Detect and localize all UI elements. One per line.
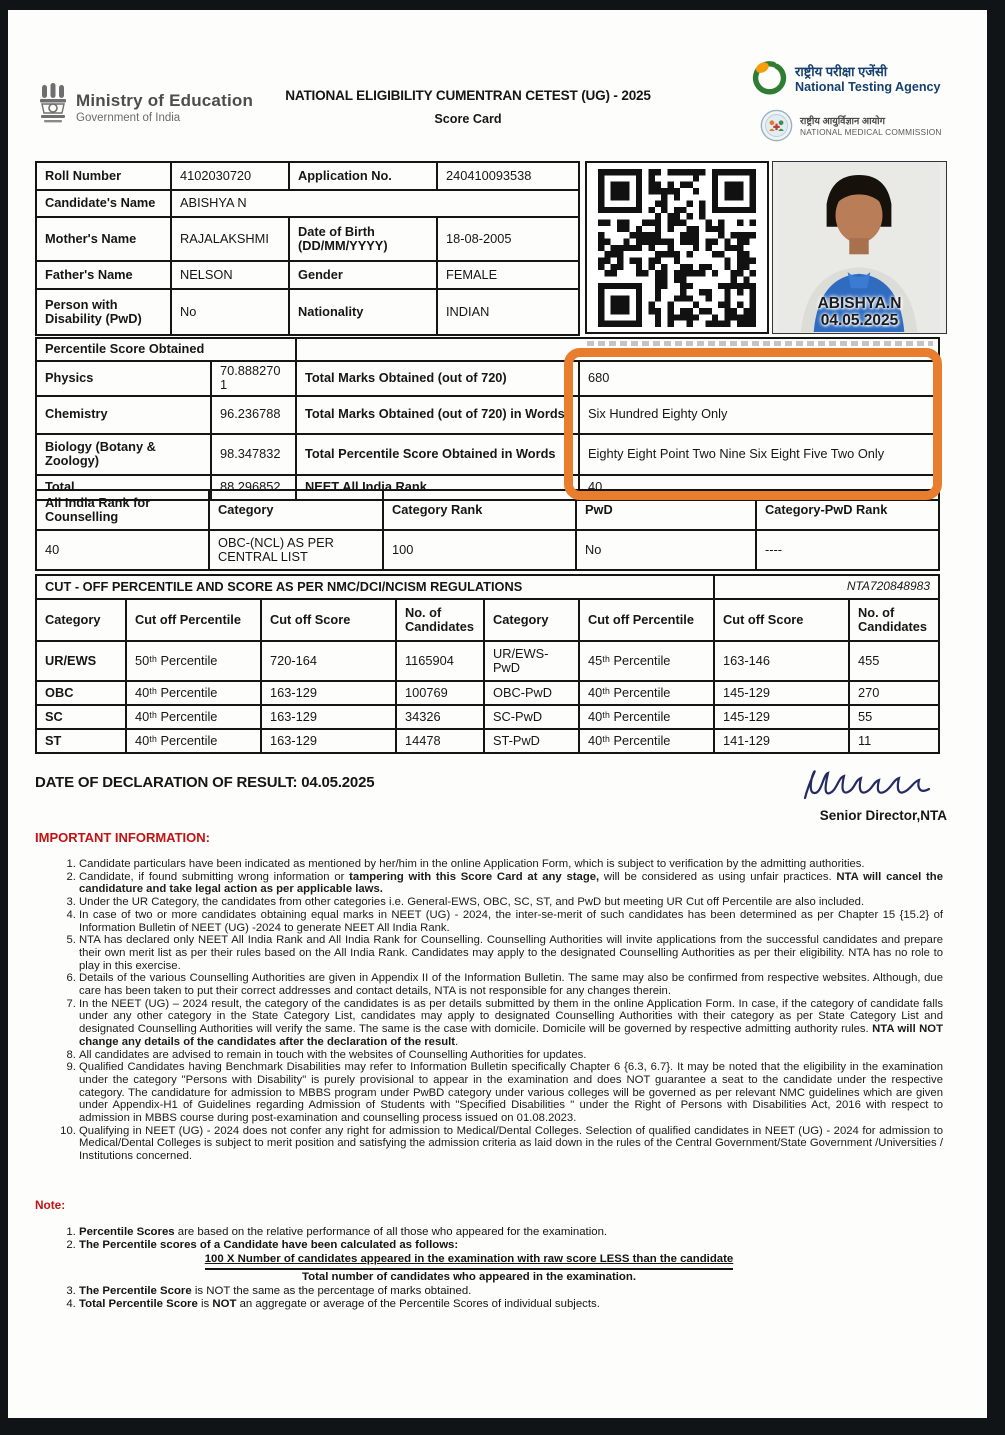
important-information-section bbox=[35, 830, 943, 1163]
nmc-logo-icon bbox=[760, 109, 793, 142]
list-item-text: All candidates are advised to remain in touch with the websites of Counselling Authorities for updates. bbox=[79, 1048, 587, 1061]
cutoff-cell: 163-129 bbox=[261, 705, 396, 729]
cutoff-cell: 145-129 bbox=[714, 705, 849, 729]
candidate-name-value: ABISHYA N bbox=[171, 190, 579, 217]
father-name-label: Father's Name bbox=[36, 261, 171, 289]
table-row bbox=[36, 361, 939, 396]
list-item bbox=[79, 1298, 943, 1311]
cutoff-cell: UR/EWS-PwD bbox=[484, 641, 579, 681]
pwd-col-value: No bbox=[576, 530, 756, 570]
chemistry-score: 96.236788 bbox=[211, 396, 296, 434]
counselling-table bbox=[35, 489, 940, 571]
qr-code bbox=[585, 161, 769, 334]
table-row bbox=[36, 434, 939, 475]
table-row bbox=[36, 396, 939, 434]
percentile-section-label: Percentile Score Obtained bbox=[36, 338, 296, 361]
agency-logos bbox=[752, 60, 948, 142]
table-row bbox=[36, 641, 939, 681]
cutoff-cell: OBC bbox=[36, 681, 126, 705]
cutoff-cell: 720-164 bbox=[261, 641, 396, 681]
cutoff-header: Cut off Score bbox=[261, 599, 396, 641]
category-value: OBC-(NCL) AS PER CENTRAL LIST bbox=[209, 530, 383, 570]
cutoff-table bbox=[35, 574, 940, 754]
formula-numerator: 100 X Number of candidates appeared in the examination with raw score LESS than the candidate bbox=[205, 1253, 734, 1269]
cutoff-cell: 40ᵗʰ Percentile bbox=[579, 705, 714, 729]
candidate-photo bbox=[772, 161, 947, 334]
cutoff-cell: 100769 bbox=[396, 681, 484, 705]
category-pwd-rank-value: ---- bbox=[756, 530, 939, 570]
list-item bbox=[79, 1125, 943, 1163]
list-item bbox=[79, 896, 943, 909]
cutoff-cell: 145-129 bbox=[714, 681, 849, 705]
list-item-text: In the NEET (UG) – 2024 result, the category of the candidates is as per details submitted by them in the online Application Form. In case, if the category of candidate falls under any other category in the State Category List, candidates may apply to designated Counselling Authorities with their category as per State Category List and designated Counselling Authorities will verify the same. The same is the case with domicile. Domicile will be governed by respective admitting authority rules. NTA will NOT change any details of the candidates after the declaration of the result. bbox=[79, 997, 943, 1048]
list-item bbox=[79, 1285, 943, 1298]
document-title: NATIONAL ELIGIBILITY CUMENTRAN CETEST (UG) - 2025 bbox=[285, 88, 651, 103]
list-item bbox=[79, 1239, 943, 1284]
cutoff-cell: SC bbox=[36, 705, 126, 729]
cutoff-header: Cut off Percentile bbox=[579, 599, 714, 641]
list-item bbox=[79, 871, 943, 896]
biology-label: Biology (Botany & Zoology) bbox=[36, 434, 211, 475]
cutoff-cell: 55 bbox=[849, 705, 939, 729]
total-score: 88.296852 bbox=[211, 475, 296, 500]
nta-name-hindi: राष्ट्रीय परीक्षा एजेंसी bbox=[795, 64, 888, 79]
table-row bbox=[36, 490, 939, 530]
roll-number-label: Roll Number bbox=[36, 162, 171, 190]
signature-block bbox=[797, 762, 947, 823]
total-marks-label: Total Marks Obtained (out of 720) bbox=[296, 361, 579, 396]
pwd-label: Person with Disability (PwD) bbox=[36, 289, 171, 335]
identity-section bbox=[35, 161, 947, 334]
air-counselling-value: 40 bbox=[36, 530, 209, 570]
ministry-subtitle: Government of India bbox=[76, 111, 181, 124]
list-item bbox=[79, 858, 943, 871]
application-no-label: Application No. bbox=[289, 162, 437, 190]
table-row bbox=[36, 289, 579, 335]
document-title-block bbox=[248, 88, 688, 126]
cutoff-cell: 270 bbox=[849, 681, 939, 705]
list-item-text: Details of the various Counselling Authorities are given in Appendix II of the Information Bulletin. The same may also be confirmed from respective websites. Although, due care has been taken to put their correct addresses and contact details, NTA is not responsible for any changes therein. bbox=[79, 972, 943, 998]
document-subtitle: Score Card bbox=[434, 112, 502, 126]
chemistry-label: Chemistry bbox=[36, 396, 211, 434]
cutoff-cell: 163-129 bbox=[261, 681, 396, 705]
cutoff-cell: ST-PwD bbox=[484, 729, 579, 753]
list-item-text: Under the UR Category, the candidates from other categories i.e. General-EWS, OBC, SC, ST, and PwD but meeting UR Cut off Percentile are also included. bbox=[79, 896, 865, 909]
signature-icon bbox=[797, 762, 947, 806]
list-item-text: Candidate particulars have been indicated as mentioned by her/him in the online Application Form, which is subject to verification by the admitting authorities. bbox=[79, 858, 865, 870]
photo-name: ABISHYA.N bbox=[817, 294, 902, 312]
gender-value: FEMALE bbox=[437, 261, 579, 289]
important-information-heading: IMPORTANT INFORMATION: bbox=[35, 830, 210, 845]
cutoff-header: No. of Candidates bbox=[396, 599, 484, 641]
candidate-details-table bbox=[35, 161, 580, 336]
dob-label: Date of Birth (DD/MM/YYYY) bbox=[289, 217, 437, 261]
nmc-block bbox=[760, 109, 948, 142]
cutoff-title: CUT - OFF PERCENTILE AND SCORE AS PER NMC/DCI/NCISM REGULATIONS bbox=[36, 575, 714, 599]
signatory-title: Senior Director,NTA bbox=[819, 808, 947, 823]
category-pwd-rank-label: Category-PwD Rank bbox=[756, 490, 939, 530]
list-item bbox=[79, 909, 943, 934]
cutoff-cell: 163-129 bbox=[261, 729, 396, 753]
nta-text bbox=[795, 62, 941, 94]
cutoff-header: Cut off Percentile bbox=[126, 599, 261, 641]
cutoff-header: Cut off Score bbox=[714, 599, 849, 641]
table-row bbox=[36, 261, 579, 289]
scorecard-page bbox=[8, 10, 987, 1418]
cutoff-cell: 141-129 bbox=[714, 729, 849, 753]
cutoff-cell: 455 bbox=[849, 641, 939, 681]
ministry-title: Ministry of Education bbox=[76, 90, 254, 110]
cutoff-cell: ST bbox=[36, 729, 126, 753]
cutoff-cell: OBC-PwD bbox=[484, 681, 579, 705]
ministry-text bbox=[76, 91, 253, 124]
table-row bbox=[36, 162, 579, 190]
physics-score: 70.8882701 bbox=[211, 361, 296, 396]
cutoff-header: Category bbox=[36, 599, 126, 641]
nationality-label: Nationality bbox=[289, 289, 437, 335]
table-row bbox=[36, 729, 939, 753]
category-rank-label: Category Rank bbox=[383, 490, 576, 530]
list-item-text: The Percentile scores of a Candidate have been calculated as follows: bbox=[79, 1239, 459, 1252]
total-label: Total bbox=[36, 475, 211, 500]
biology-score: 98.347832 bbox=[211, 434, 296, 475]
total-marks-words-label: Total Marks Obtained (out of 720) in Words bbox=[296, 396, 579, 434]
gender-label: Gender bbox=[289, 261, 437, 289]
physics-label: Physics bbox=[36, 361, 211, 396]
formula-denominator: Total number of candidates who appeared in the examination. bbox=[302, 1270, 636, 1283]
cutoff-cell: 14478 bbox=[396, 729, 484, 753]
list-item-text: Qualified Candidates having Benchmark Disabilities may refer to Information Bulletin specifically Chapter 6 {6.3, 6.7}. It may be noted that the eligibility in the examination under the category "Persons with Disability" is purely provisional to appear in the examination and does NOT guarantee a seat to the candidate under the respective category. The candidature for admission to MBBS program under PwBD category under various colleges will be governed as per relevant NMC guidelines which are given under Appendix-H1 of Guidelines regarding Admission of Students with "Specified Disabilities " under the Right of Persons with Disabilities Act, 2016 with respect to admission in MBBS course during post-examination and counselling process issued on 01.08.2023. bbox=[79, 1061, 943, 1125]
list-item-text: Percentile Scores are based on the relative performance of all those who appeared for the examination. bbox=[79, 1226, 608, 1238]
total-marks-value: 680 bbox=[579, 361, 939, 396]
list-item-text: In case of two or more candidates obtaining equal marks in NEET (UG) - 2024, the inter-se-merit of such candidates has been determined as per Chapter 15 {15.2} of Information Bulletin of NEET (UG) -2024 to generate NEET All India Rank. bbox=[79, 908, 943, 934]
list-item bbox=[79, 1061, 943, 1125]
father-name-value: NELSON bbox=[171, 261, 289, 289]
air-label: NEET All India Rank bbox=[296, 475, 579, 500]
list-item bbox=[79, 934, 943, 972]
important-information-list bbox=[35, 858, 943, 1163]
nta-name-english: National Testing Agency bbox=[795, 80, 941, 94]
list-item bbox=[79, 1226, 943, 1239]
percentile-header-empty bbox=[296, 338, 939, 361]
cutoff-cell: 45ᵗʰ Percentile bbox=[579, 641, 714, 681]
pwd-col-label: PwD bbox=[576, 490, 756, 530]
note-heading: Note: bbox=[35, 1198, 66, 1212]
mother-name-label: Mother's Name bbox=[36, 217, 171, 261]
list-item bbox=[79, 1049, 943, 1062]
application-no-value: 240410093538 bbox=[437, 162, 579, 190]
cutoff-cell: 34326 bbox=[396, 705, 484, 729]
category-label: Category bbox=[209, 490, 383, 530]
cutoff-cell: 40ᵗʰ Percentile bbox=[579, 729, 714, 753]
table-row bbox=[36, 190, 579, 217]
table-row bbox=[36, 575, 939, 599]
air-value: 40 bbox=[579, 475, 939, 500]
pwd-value: No bbox=[171, 289, 289, 335]
cutoff-cell: 40ᵗʰ Percentile bbox=[126, 681, 261, 705]
photo-date: 04.05.2025 bbox=[820, 311, 899, 329]
total-marks-words-value: Six Hundred Eighty Only bbox=[579, 396, 939, 434]
air-counselling-label: All India Rank for Counselling bbox=[36, 490, 209, 530]
cutoff-cell: 40ᵗʰ Percentile bbox=[126, 705, 261, 729]
candidate-name-label: Candidate's Name bbox=[36, 190, 171, 217]
declaration-date: DATE OF DECLARATION OF RESULT: 04.05.2025 bbox=[35, 774, 375, 791]
table-row bbox=[36, 338, 939, 361]
mother-name-value: RAJALAKSHMI bbox=[171, 217, 289, 261]
percentile-table bbox=[35, 337, 940, 501]
list-item-text: Qualifying in NEET (UG) - 2024 does not confer any right for admission to Medical/Dental Colleges. Selection of qualified candidates in NEET (UG) - 2024 for admission to Medical/Dental Colleges is subject to merit position and satisfying the admission criteria as laid down in the rules of the Central Government/State Government /Universities / Institutions concerned. bbox=[79, 1124, 943, 1163]
cutoff-cell: 11 bbox=[849, 729, 939, 753]
total-percentile-words-label: Total Percentile Score Obtained in Words bbox=[296, 434, 579, 475]
table-row bbox=[36, 599, 939, 641]
photo-caption bbox=[773, 295, 946, 329]
list-item-text: Total Percentile Score is NOT an aggregate or average of the Percentile Scores of individual subjects. bbox=[79, 1298, 600, 1311]
india-emblem-icon bbox=[38, 82, 68, 132]
note-list bbox=[35, 1226, 943, 1311]
dob-value: 18-08-2005 bbox=[437, 217, 579, 261]
table-row bbox=[36, 530, 939, 570]
roll-number-value: 4102030720 bbox=[171, 162, 289, 190]
cutoff-cell: SC-PwD bbox=[484, 705, 579, 729]
table-row bbox=[36, 681, 939, 705]
nta-logo-icon bbox=[752, 60, 788, 96]
percentile-formula bbox=[169, 1253, 769, 1283]
nmc-text bbox=[800, 114, 942, 137]
cutoff-cell: 40ᵗʰ Percentile bbox=[126, 729, 261, 753]
cutoff-header: No. of Candidates bbox=[849, 599, 939, 641]
table-row bbox=[36, 705, 939, 729]
cutoff-cell: 50ᵗʰ Percentile bbox=[126, 641, 261, 681]
list-item-text: NTA has declared only NEET All India Rank and All India Rank for Counselling. Counselling Authorities will invite applications from the successful candidates and prepare their own merit list as per their rules based on the All India Rank. Candidates may apply to the designated Counselling Authorities as per their eligibility. NTA has no role to play in this exercise. bbox=[79, 934, 943, 972]
ministry-block bbox=[38, 82, 253, 132]
cutoff-cell: UR/EWS bbox=[36, 641, 126, 681]
note-section bbox=[35, 1198, 943, 1311]
list-item bbox=[79, 972, 943, 997]
cutoff-cell: 163-146 bbox=[714, 641, 849, 681]
reference-number: NTA720848983 bbox=[714, 575, 939, 599]
list-item-text: Candidate, if found submitting wrong information or tampering with this Score Card at any stage, will be considered as using unfair practices. NTA will cancel the candidature and take legal action as per applicable laws. bbox=[79, 870, 943, 896]
cutoff-header: Category bbox=[484, 599, 579, 641]
list-item bbox=[79, 998, 943, 1049]
list-item-text: The Percentile Score is NOT the same as the percentage of marks obtained. bbox=[79, 1284, 472, 1297]
nmc-name-english: NATIONAL MEDICAL COMMISSION bbox=[800, 127, 942, 137]
nta-block bbox=[752, 60, 948, 96]
category-rank-value: 100 bbox=[383, 530, 576, 570]
cutoff-cell: 1165904 bbox=[396, 641, 484, 681]
cutoff-cell: 40ᵗʰ Percentile bbox=[579, 681, 714, 705]
nmc-name-hindi: राष्ट्रीय आयुर्विज्ञान आयोग bbox=[800, 116, 885, 127]
nationality-value: INDIAN bbox=[437, 289, 579, 335]
table-row bbox=[36, 217, 579, 261]
total-percentile-words-value: Eighty Eight Point Two Nine Six Eight Five Two Only bbox=[579, 434, 939, 475]
